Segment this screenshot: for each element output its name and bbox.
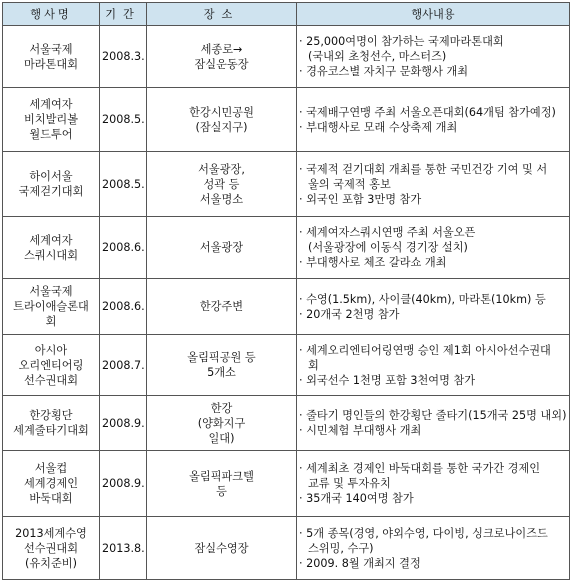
event-date: 2008.3. — [100, 26, 147, 88]
event-details: · 세계여자스쿼시연맹 주최 서울오픈 (서울광장에 이동식 경기장 설치) · 부대행사로 체조 갈라쇼 개최 — [297, 217, 570, 279]
event-place: 서울광장 — [147, 217, 297, 279]
event-details: · 5개 종목(경영, 야외수영, 다이빙, 싱크로나이즈드 스위밍, 수구) · 2009. 8월 개최지 결정 — [297, 517, 570, 580]
event-place: 서울광장, 성곽 등 서울명소 — [147, 152, 297, 217]
event-place: 한강 (양화지구 일대) — [147, 396, 297, 451]
event-place: 올림픽파크텔 등 — [147, 451, 297, 517]
event-date: 2013.8. — [100, 517, 147, 580]
event-details: · 국제배구연맹 주최 서울오픈대회(64개팀 참가예정) · 부대행사로 모래 수상축제 개최 — [297, 88, 570, 152]
event-row — [3, 451, 570, 517]
event-details: · 줄타기 명인들의 한강횡단 줄타기(15개국 25명 내외) · 시민체험 부대행사 개최 — [297, 396, 570, 451]
event-place: 한강시민공원 (잠실지구) — [147, 88, 297, 152]
event-name: 서울국제 마라톤대회 — [3, 26, 100, 88]
event-details: · 25,000여명이 참가하는 국제마라톤대회 (국내외 초청선수, 마스터즈) · 경유코스별 자치구 문화행사 개최 — [297, 26, 570, 88]
header-content: 행사내용 — [297, 3, 570, 26]
event-name: 서울국제 트라이애슬론대 회 — [3, 279, 100, 335]
event-details: · 국제적 걷기대회 개최를 통한 국민건강 기여 및 서 울의 국제적 홍보 · 외국인 포함 3만명 참가 — [297, 152, 570, 217]
event-row — [3, 26, 570, 88]
event-details: · 세계오리엔티어링연맹 승인 제1회 아시아선수권대 회 · 외국선수 1천명 포함 3천여명 참가 — [297, 335, 570, 396]
event-date: 2008.7. — [100, 335, 147, 396]
event-place: 한강주변 — [147, 279, 297, 335]
event-row — [3, 217, 570, 279]
events-table — [2, 2, 570, 580]
event-name: 하이서울 국제걷기대회 — [3, 152, 100, 217]
event-row — [3, 279, 570, 335]
event-name: 한강횡단 세계줄타기대회 — [3, 396, 100, 451]
event-date: 2008.5. — [100, 152, 147, 217]
header-period: 기간 — [100, 3, 147, 26]
header-place: 장소 — [147, 3, 297, 26]
event-date: 2008.5. — [100, 88, 147, 152]
event-row — [3, 517, 570, 580]
event-date: 2008.6. — [100, 217, 147, 279]
event-row — [3, 152, 570, 217]
event-place: 세종로→ 잠실운동장 — [147, 26, 297, 88]
event-name: 2013세계수영 선수권대회 (유치준비) — [3, 517, 100, 580]
event-details: · 수영(1.5km), 사이클(40km), 마라톤(10km) 등 · 20개국 2천명 참가 — [297, 279, 570, 335]
event-name: 세계여자 스쿼시대회 — [3, 217, 100, 279]
header-row — [3, 3, 570, 26]
event-row — [3, 88, 570, 152]
event-name: 아시아 오리엔티어링 선수권대회 — [3, 335, 100, 396]
header-name: 행사명 — [3, 3, 100, 26]
event-date: 2008.6. — [100, 279, 147, 335]
event-details: · 세계최초 경제인 바둑대회를 통한 국가간 경제인 교류 및 투자유치 · 35개국 140여명 참가 — [297, 451, 570, 517]
event-row — [3, 335, 570, 396]
event-row — [3, 396, 570, 451]
event-date: 2008.9. — [100, 396, 147, 451]
event-place: 올림픽공원 등 5개소 — [147, 335, 297, 396]
event-name: 서울컵 세계경제인 바둑대회 — [3, 451, 100, 517]
event-place: 잠실수영장 — [147, 517, 297, 580]
event-date: 2008.9. — [100, 451, 147, 517]
event-name: 세계여자 비치발리볼 월드투어 — [3, 88, 100, 152]
